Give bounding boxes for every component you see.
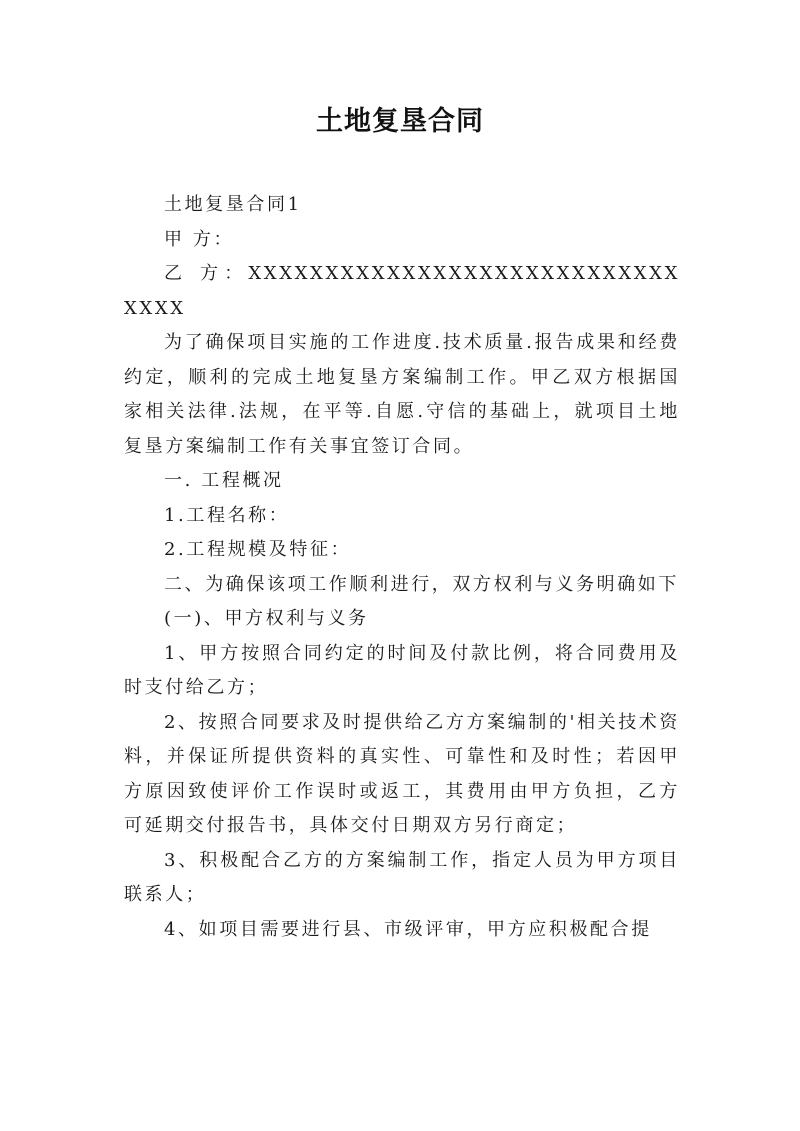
party-a-line: 甲 方： (164, 228, 235, 250)
project-scale-line: 2.工程规模及特征： (164, 539, 352, 560)
section-heading-rights-obligations: 二、为确保该项工作顺利进行，双方权利与义务明确如下 (164, 573, 679, 595)
clause-3: 3、积极配合乙方的方案编制工作，指定人员为甲方项目联系人； (124, 849, 680, 905)
clause-4: 4、如项目需要进行县、市级评审，甲方应积极配合提 (164, 918, 652, 940)
contract-subtitle: 土地复垦合同1 (164, 194, 302, 215)
subsection-heading-party-a: (一)、甲方权利与义务 (164, 608, 369, 629)
party-b-line: 乙 方：XXXXXXXXXXXXXXXXXXXXXXXXXXXXXXXX (124, 263, 680, 319)
preamble-paragraph: 为了确保项目实施的工作进度.技术质量.报告成果和经费约定，顺利的完成土地复垦方案编制工作。甲乙双方根据国家相关法律.法规，在平等.自愿.守信的基础上，就项目土地复垦方案编制工作有关事宜签订合同。 (124, 332, 680, 457)
clause-1: 1、甲方按照合同约定的时间及付款比例，将合同费用及时支付给乙方； (124, 642, 680, 698)
document-body (124, 188, 680, 947)
section-heading-project-overview: 一. 工程概况 (164, 470, 284, 491)
document-title: 土地复垦合同 (316, 106, 484, 137)
clause-2: 2、按照合同要求及时提供给乙方方案编制的'相关技术资料，并保证所提供资料的真实性、可靠性和及时性；若因甲方原因致使评价工作误时或返工，其费用由甲方负担，乙方可延期交付报告书，具体交付日期双方另行商定； (124, 711, 680, 836)
project-name-line: 1.工程名称： (164, 504, 290, 526)
